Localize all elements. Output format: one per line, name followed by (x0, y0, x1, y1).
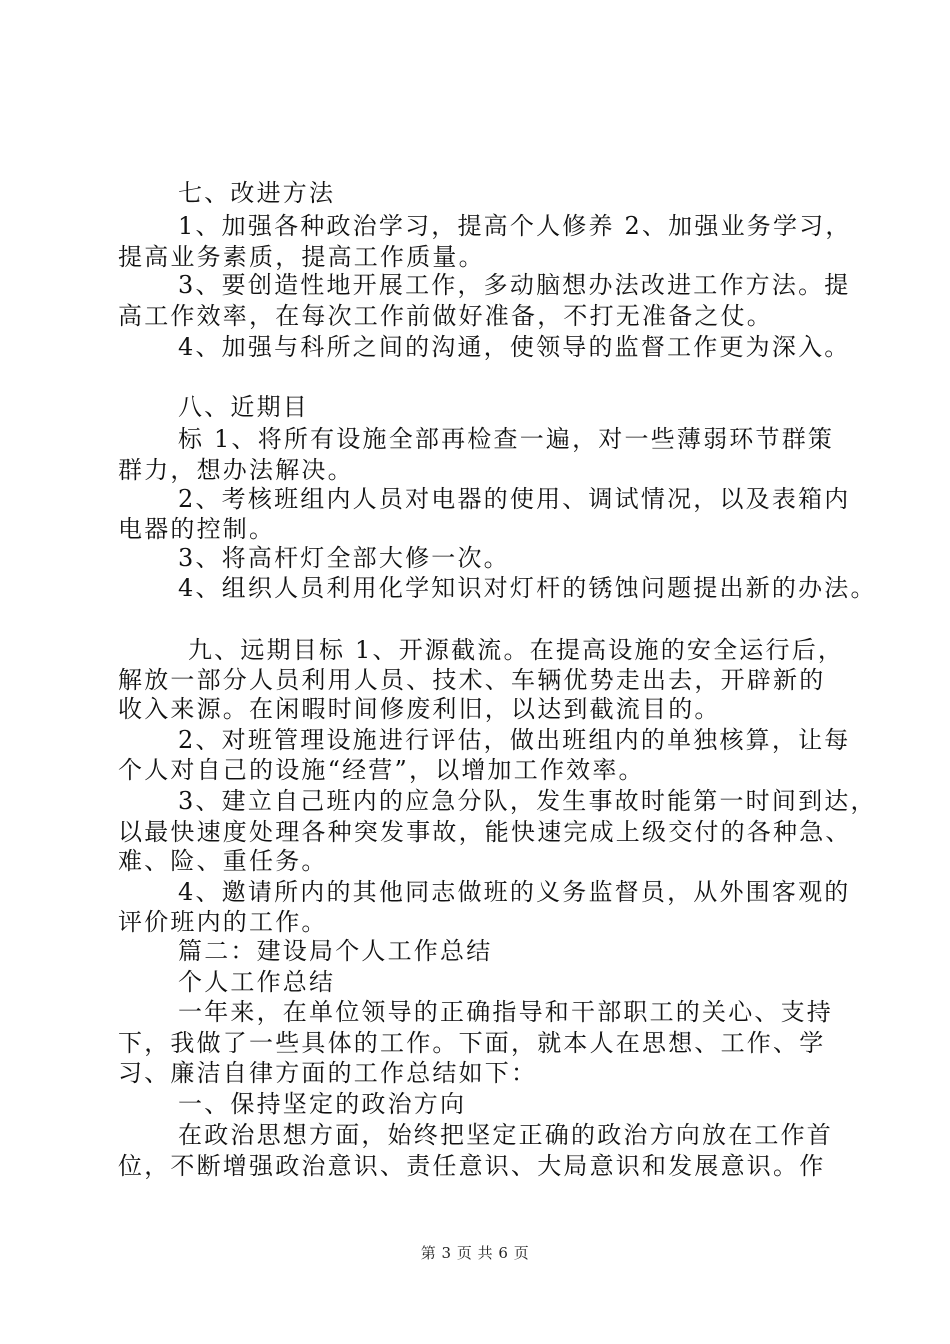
paragraph-line: 3、要创造性地开展工作，多动脑想办法改进工作方法。提 (178, 271, 851, 299)
paragraph-line: 1、加强各种政治学习，提高个人修养 2、加强业务学习， (178, 212, 852, 240)
paragraph-line: 难、险、重任务。 (118, 847, 328, 875)
paragraph-line: 收入来源。在闲暇时间修废利旧，以达到截流目的。 (118, 695, 721, 723)
paragraph-line: 以最快速度处理各种突发事故，能快速完成上级交付的各种急、 (118, 818, 852, 846)
paragraph-line: 习、廉洁自律方面的工作总结如下： (118, 1059, 538, 1087)
paragraph-line: 解放一部分人员利用人员、技术、车辆优势走出去，开辟新的 (118, 666, 826, 694)
paragraph-line: 4、邀请所内的其他同志做班的义务监督员，从外围客观的 (178, 878, 851, 906)
paragraph-line: 电器的控制。 (118, 515, 276, 543)
paragraph-line: 个人对自己的设施“经营”，以增加工作效率。 (118, 756, 645, 784)
section-heading-political-direction: 一、保持坚定的政治方向 (178, 1090, 467, 1118)
paragraph-line: 评价班内的工作。 (118, 908, 328, 936)
paragraph-line: 一年来，在单位领导的正确指导和干部职工的关心、支持 (178, 998, 833, 1026)
paragraph-line: 3、建立自己班内的应急分队，发生事故时能第一时间到达， (178, 787, 877, 815)
paragraph-line: 在政治思想方面，始终把坚定正确的政治方向放在工作首 (178, 1121, 833, 1149)
section-heading-improve-methods: 七、改进方法 (178, 179, 336, 207)
paragraph-line: 4、加强与科所之间的沟通，使领导的监督工作更为深入。 (178, 333, 851, 361)
article-heading: 篇二：建设局个人工作总结 (178, 937, 493, 965)
paragraph-line: 高工作效率，在每次工作前做好准备，不打无准备之仗。 (118, 302, 773, 330)
page-number-footer: 第 3 页 共 6 页 (420, 1244, 530, 1262)
section-heading-long-term-goals: 九、远期目标 1、开源截流。在提高设施的安全运行后， (188, 636, 845, 664)
paragraph-line: 群力，想办法解决。 (118, 456, 354, 484)
paragraph-line: 提高业务素质，提高工作质量。 (118, 243, 485, 271)
section-heading-near-term-goals: 八、近期目 (178, 393, 309, 421)
paragraph-line: 位，不断增强政治意识、责任意识、大局意识和发展意识。作 (118, 1152, 826, 1180)
paragraph-line: 下，我做了一些具体的工作。下面，就本人在思想、工作、学 (118, 1029, 826, 1057)
paragraph-line: 2、考核班组内人员对电器的使用、调试情况，以及表箱内 (178, 485, 851, 513)
article-subtitle: 个人工作总结 (178, 968, 336, 996)
paragraph-line: 标 1、将所有设施全部再检查一遍，对一些薄弱环节群策 (178, 425, 835, 453)
paragraph-line: 4、组织人员利用化学知识对灯杆的锈蚀问题提出新的办法。 (178, 574, 877, 602)
paragraph-line: 3、将高杆灯全部大修一次。 (178, 544, 510, 572)
paragraph-line: 2、对班管理设施进行评估，做出班组内的单独核算，让每 (178, 726, 851, 754)
